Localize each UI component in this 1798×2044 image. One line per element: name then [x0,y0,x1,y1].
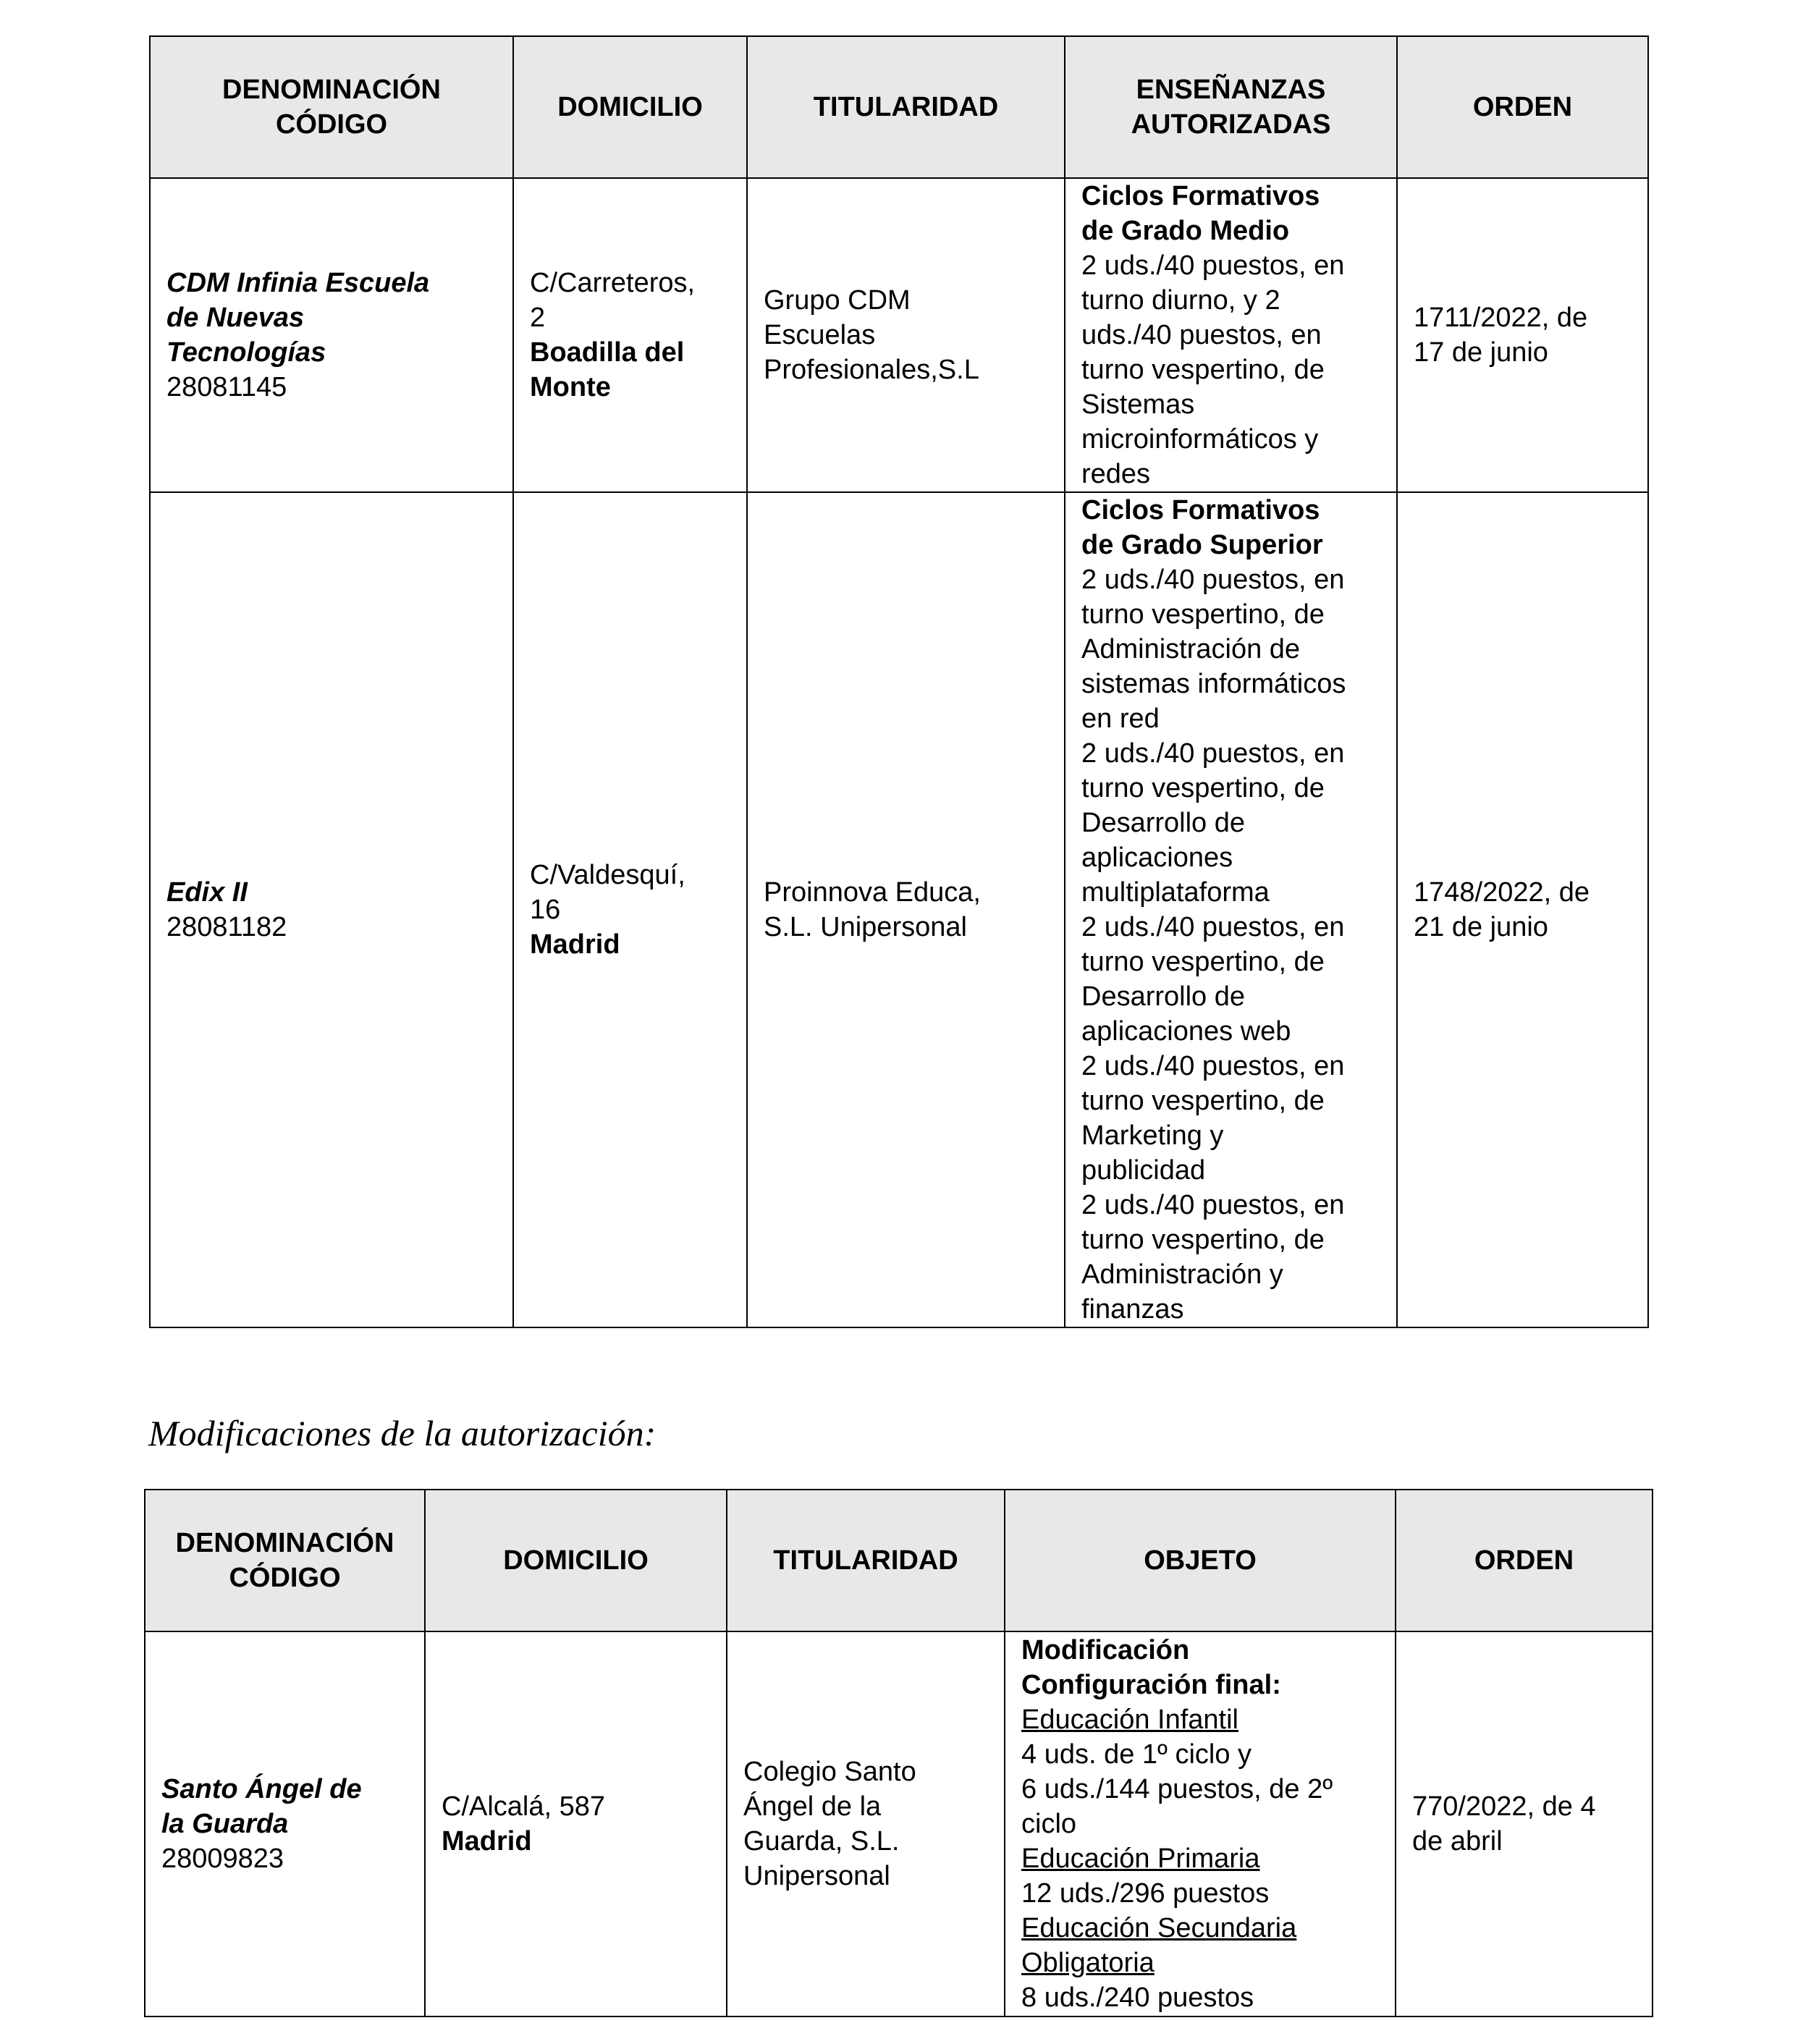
locality: Boadilla del Monte [530,337,685,402]
ensenanzas-cell [1065,178,1397,492]
ensenanzas-cell [1065,492,1397,1327]
center-code: 28081145 [166,372,287,402]
eso-detail: 8 uds./240 puestos [1021,1982,1254,2013]
orden-cell [1397,178,1648,492]
program-detail: 2 uds./40 puestos, en turno diurno, y 2 uds./40 puestos, en turno vespertino, de Sistemas microinformáticos y redes [1081,250,1345,489]
street-address: C/Alcalá, 587 [442,1791,606,1822]
header-titularidad: TITULARIDAD [727,1490,1005,1631]
program-detail: 2 uds./40 puestos, en turno vespertino, de Administración de sistemas informáticos en red 2 uds./40 puestos, en turno vespertino, de Desarrollo de aplicaciones multiplataforma 2 uds./40 puestos, en turno vespertino, de Desarrollo de aplicaciones web 2 uds./40 puestos, en turno vespertino, de Marketing y publicidad 2 uds./40 puestos, en turno vespertino, de Administración y finanzas [1081,565,1346,1325]
orden-cell [1396,1631,1653,2016]
titularidad-cell [747,492,1065,1327]
denominacion-cell [145,1631,425,2016]
header-denominacion: DENOMINACIÓN CÓDIGO [145,1490,425,1631]
center-name: Edix II [166,877,248,908]
domicilio-cell [513,492,747,1327]
infantil-label: Educación Infantil [1021,1705,1238,1735]
domicilio-cell [425,1631,727,2016]
section-heading: Modificaciones de la autorización: [148,1413,657,1453]
table-row [150,178,1648,492]
header-domicilio: DOMICILIO [513,36,747,178]
street-address: C/Valdesquí, 16 [530,860,685,925]
header-domicilio: DOMICILIO [425,1490,727,1631]
table-row [150,492,1648,1327]
header-objeto: OBJETO [1005,1490,1396,1631]
locality: Madrid [530,929,620,960]
table-row [145,1631,1653,2016]
program-title: Ciclos Formativos de Grado Superior [1081,495,1323,560]
denominacion-cell [150,492,513,1327]
modification-title: Modificación Configuración final: [1021,1635,1281,1700]
locality: Madrid [442,1826,532,1857]
modifications-table [144,1489,1653,2017]
authorizations-table [149,35,1649,1328]
titularidad-cell [727,1631,1005,2016]
eso-label: Educación Secundaria Obligatoria [1021,1913,1297,1978]
owner-name: Grupo CDM Escuelas Profesionales,S.L [764,285,979,385]
header-row [150,36,1648,178]
header-denominacion: DENOMINACIÓN CÓDIGO [150,36,513,178]
center-code: 28009823 [161,1844,284,1874]
infantil-detail: 4 uds. de 1º ciclo y 6 uds./144 puestos, de 2º ciclo [1021,1739,1333,1839]
street-address: C/Carreteros, 2 [530,268,696,333]
titularidad-cell [747,178,1065,492]
owner-name: Proinnova Educa, S.L. Unipersonal [764,877,981,942]
domicilio-cell [513,178,747,492]
denominacion-cell [150,178,513,492]
objeto-cell [1005,1631,1396,2016]
order-reference: 770/2022, de 4 de abril [1412,1791,1596,1857]
header-orden: ORDEN [1397,36,1648,178]
primaria-label: Educación Primaria [1021,1844,1260,1874]
order-reference: 1711/2022, de 17 de junio [1414,303,1588,368]
header-titularidad: TITULARIDAD [747,36,1065,178]
order-reference: 1748/2022, de 21 de junio [1414,877,1590,942]
owner-name: Colegio Santo Ángel de la Guarda, S.L. Unipersonal [743,1757,916,1891]
center-name: CDM Infinia Escuela de Nuevas Tecnologías [166,268,430,368]
header-ensenanzas: ENSEÑANZAS AUTORIZADAS [1065,36,1397,178]
center-code: 28081182 [166,912,287,942]
orden-cell [1397,492,1648,1327]
header-orden: ORDEN [1396,1490,1653,1631]
center-name: Santo Ángel de la Guarda [161,1774,362,1839]
program-title: Ciclos Formativos de Grado Medio [1081,181,1320,246]
header-row [145,1490,1653,1631]
primaria-detail: 12 uds./296 puestos [1021,1878,1270,1909]
